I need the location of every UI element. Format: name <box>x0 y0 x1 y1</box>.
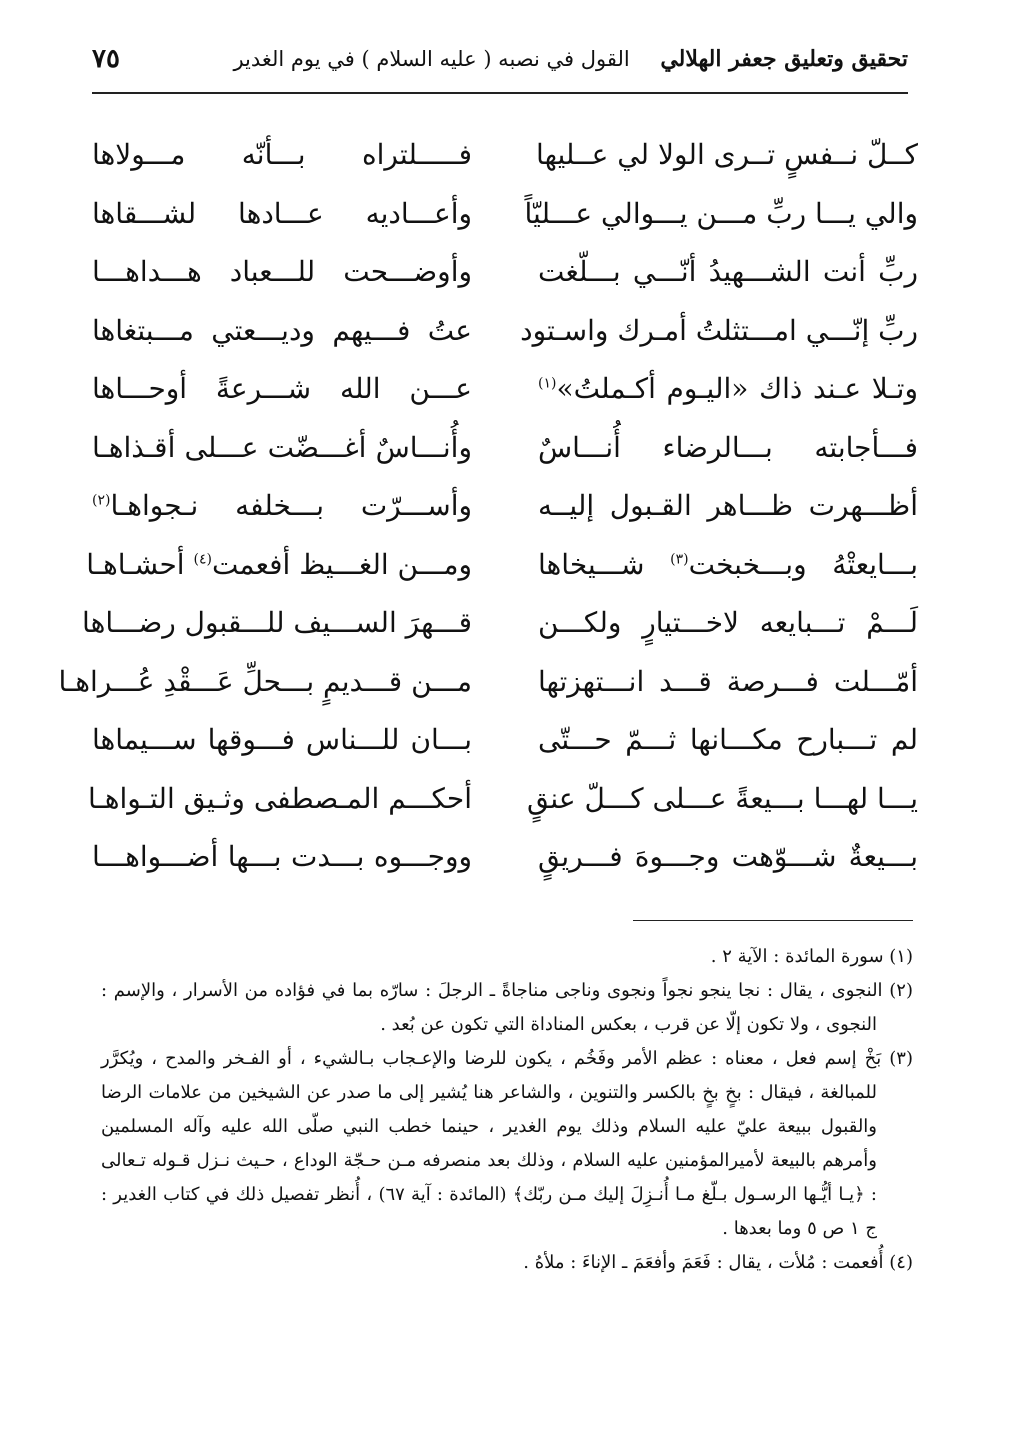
verse-second-hemistich: قـــهرَ الســـيف للـــقبول رضـــاها <box>82 606 472 639</box>
poem-verse <box>92 306 918 365</box>
verse-second-hemistich: وأعـــاديه عـــادها لشـــقاها <box>92 196 472 230</box>
verse-first-hemistich: أمّـــلت فـــرصة قـــد انـــتهزتها <box>538 664 918 698</box>
running-head <box>92 40 908 90</box>
header-rule <box>92 92 908 94</box>
verse-first-hemistich: فـــأجابته بـــالرضاء أُنـــاسٌ <box>538 430 918 464</box>
poem-verse <box>92 481 918 540</box>
verse-second-hemistich: عتُ فـــيهم وديـــعتي مـــبتغاها <box>92 313 472 347</box>
verse-first-hemistich: والي يـــا ربِّ مـــن يـــوالي عـــليّاً <box>524 196 918 230</box>
verse-second-hemistich: وأوضـــحت للـــعباد هـــداهـــا <box>92 255 472 288</box>
footnote-marker: (٢) <box>92 492 111 509</box>
verse-first-hemistich: ربِّ أنت الشـــهيدُ أنّـــي بـــلّغت <box>538 255 918 288</box>
poem-verse <box>92 130 918 189</box>
verse-first-hemistich: لَـــمْ تـــبايعه لاخـــتيارٍ ولكـــن <box>538 606 918 639</box>
verse-second-hemistich: وأُنـــاسٌ أغـــضّت عـــلى أقـذاهـا <box>92 430 472 464</box>
verse-second-hemistich: مـــن قـــديمٍ بـــحلِّ عَـــقْدِ عُـــراهـا <box>58 664 472 698</box>
hemistich-text: ومـــن الغـــيظ أفعمت <box>211 547 472 581</box>
hemistich-text: وأســـرّت بـــخلفه نـجواهـا <box>110 489 472 522</box>
poem-verse <box>82 598 918 657</box>
hemistich-text: وتـلا عـند ذاك «اليـوم أكـملتُ» <box>556 372 918 405</box>
poem-verse <box>92 423 918 482</box>
page-number: ٧٥ <box>92 44 120 74</box>
poem-verse <box>92 189 918 248</box>
poem-verse <box>86 540 918 599</box>
verse-second-hemistich: ووجـــوه بـــدت بـــها أضـــواهـــا <box>92 840 472 873</box>
running-title <box>233 46 908 72</box>
footnote-marker: (٤) <box>193 551 212 568</box>
verse-first-hemistich: ربِّ إنّـــي امـــتثلتُ أمـرك واسـتود <box>520 313 918 347</box>
footnote: (٣) بَخْ إسم فعل ، معناه : عظم الأمر وفَخُم ، يكون للرضا والإعـجاب بـالشيء ، أو الفـخر والمدح ، ويُكرَّر للمبالغة ، فيقال : بخٍ بخٍ بالكسر والتنوين ، والشاعر هنا يُشير إلى ما صدر عن الشيخين من علامات الرضا والقبول ببيعة عليّ عليه السلام وذلك يوم الغدير ، حينما خطب النبي صلّى الله عليه وآله المسلمين وأمرهم بالبيعة لأميرالمؤمنين عليه السلام ، وذلك بعد منصرفه مـن حـجّة الوداع ، حـيث نـزل قـوله تـعالى : ﴿يـا أيُّـها الرسـول بـلّغ مـا أُنـزِلَ إليك مـن ربّك﴾ (المائدة : آية ٦٧) ، أُنظر تفصيل ذلك في كتاب الغدير : ج ١ ص ٥ وما بعدها . <box>101 1048 913 1239</box>
verse-first-hemistich <box>538 540 918 590</box>
poem-verse <box>92 364 918 423</box>
poem-verse <box>88 774 918 833</box>
verse-first-hemistich: كــلّ نــفسٍ تــرى الولا لي عــليها <box>536 138 918 171</box>
footnotes <box>101 940 913 1280</box>
footnote: (١) سورة المائدة : الآية ٢ . <box>710 946 913 967</box>
verse-second-hemistich: بـــان للـــناس فـــوقها ســـيماها <box>92 723 472 756</box>
poem-verse <box>92 832 918 891</box>
chapter-title: القول في نصبه ( عليه السلام ) في يوم الغدير <box>233 47 630 71</box>
footnote: (٢) النجوى ، يقال : نجا ينجو نجواً ونجوى وناجى مناجاةً ـ الرجلَ : سارّه بما في فؤاده من الأسرار ، والإسم : النجوى ، ولا تكون إلّا عن قرب ، بعكس المناداة التي تكون عن بُعد . <box>101 980 913 1035</box>
verse-first-hemistich: بـــيعةٌ شـــوّهت وجـــوهَ فـــريقٍ <box>538 840 918 873</box>
hemistich-text: بـــايعتْهُ وبـــخبخت <box>688 547 918 581</box>
poem-verse <box>58 657 918 716</box>
footnote-rule <box>633 920 913 921</box>
footnote-marker: (١) <box>538 375 557 392</box>
book-title: تحقيق وتعليق جعفر الهلالي <box>660 46 908 72</box>
verse-first-hemistich <box>538 364 918 414</box>
verse-first-hemistich: يـــا لهـــا بـــيعةً عـــلى كـــلّ عنقٍ <box>527 781 918 815</box>
verse-second-hemistich <box>86 540 472 590</box>
poem <box>58 130 918 891</box>
hemistich-text-tail: أحشـاهـا <box>86 547 194 581</box>
hemistich-text-tail: شـــيخاها <box>538 547 671 581</box>
verse-second-hemistich: فـــــلتراه بـــأنّه مـــولاها <box>92 138 472 171</box>
poem-verse <box>92 247 918 306</box>
footnote-marker: (٣) <box>670 551 689 568</box>
verse-second-hemistich: عـــن الله شـــرعةً أوحـــاها <box>92 372 472 405</box>
verse-second-hemistich <box>92 481 472 531</box>
poem-verse <box>92 715 918 774</box>
footnote: (٤) أُفعمت : مُلأت ، يقال : فَعَمَ وأفعَمَ ـ الإناءَ : ملأهُ . <box>523 1252 913 1273</box>
verse-first-hemistich: أظـــهرت ظـــاهر القـبول إليــه <box>538 489 918 522</box>
verse-second-hemistich: أحكـــم المـصطفى وثـيق التـواهـا <box>88 781 472 815</box>
verse-first-hemistich: لم تـــبارح مكـــانها ثـــمّ حـــتّى <box>538 723 918 756</box>
